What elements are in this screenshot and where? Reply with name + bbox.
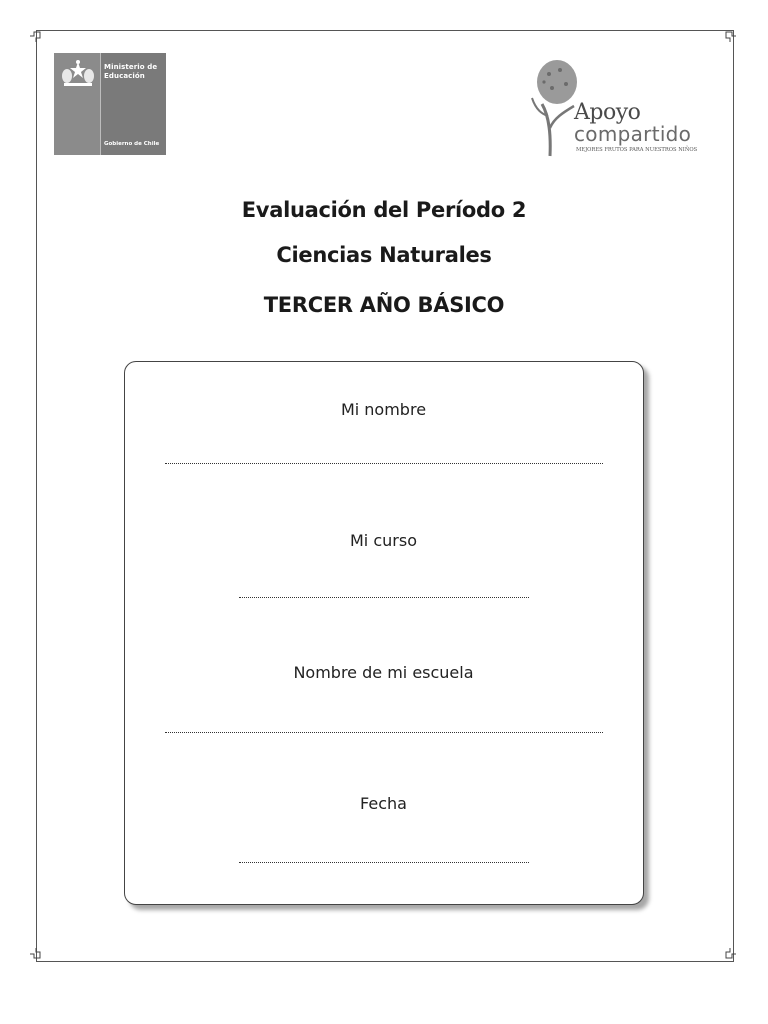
apoyo-tagline: MEJORES FRUTOS PARA NUESTROS NIÑOS bbox=[576, 147, 698, 153]
compartido-word: compartido bbox=[574, 122, 692, 146]
ministerio-logo bbox=[54, 53, 166, 155]
ministerio-line2: Educación bbox=[104, 72, 145, 80]
tree-hand-icon bbox=[530, 58, 580, 158]
course-label: Mi curso bbox=[350, 531, 417, 550]
date-fill-line[interactable] bbox=[239, 862, 529, 863]
gobierno-label: Gobierno de Chile bbox=[104, 141, 160, 147]
ministerio-line1: Ministerio de bbox=[104, 63, 158, 71]
crop-mark-bottom-right bbox=[722, 946, 736, 960]
grade-title: TERCER AÑO BÁSICO bbox=[263, 293, 505, 317]
subject-title: Ciencias Naturales bbox=[276, 243, 492, 267]
apoyo-word: Apoyo bbox=[574, 100, 641, 125]
logo-divider bbox=[100, 53, 101, 155]
chile-coat-of-arms-icon bbox=[60, 59, 96, 89]
crop-mark-top-left bbox=[30, 30, 44, 44]
apoyo-compartido-logo bbox=[530, 58, 720, 160]
date-label: Fecha bbox=[360, 794, 407, 813]
name-label: Mi nombre bbox=[340, 400, 427, 419]
evaluation-title: Evaluación del Período 2 bbox=[241, 198, 527, 222]
school-fill-line[interactable] bbox=[165, 732, 603, 733]
crop-mark-bottom-left bbox=[30, 946, 44, 960]
name-fill-line[interactable] bbox=[165, 463, 603, 464]
student-info-card bbox=[124, 361, 644, 905]
crop-mark-top-right bbox=[722, 30, 736, 44]
school-label: Nombre de mi escuela bbox=[293, 663, 474, 682]
course-fill-line[interactable] bbox=[239, 597, 529, 598]
